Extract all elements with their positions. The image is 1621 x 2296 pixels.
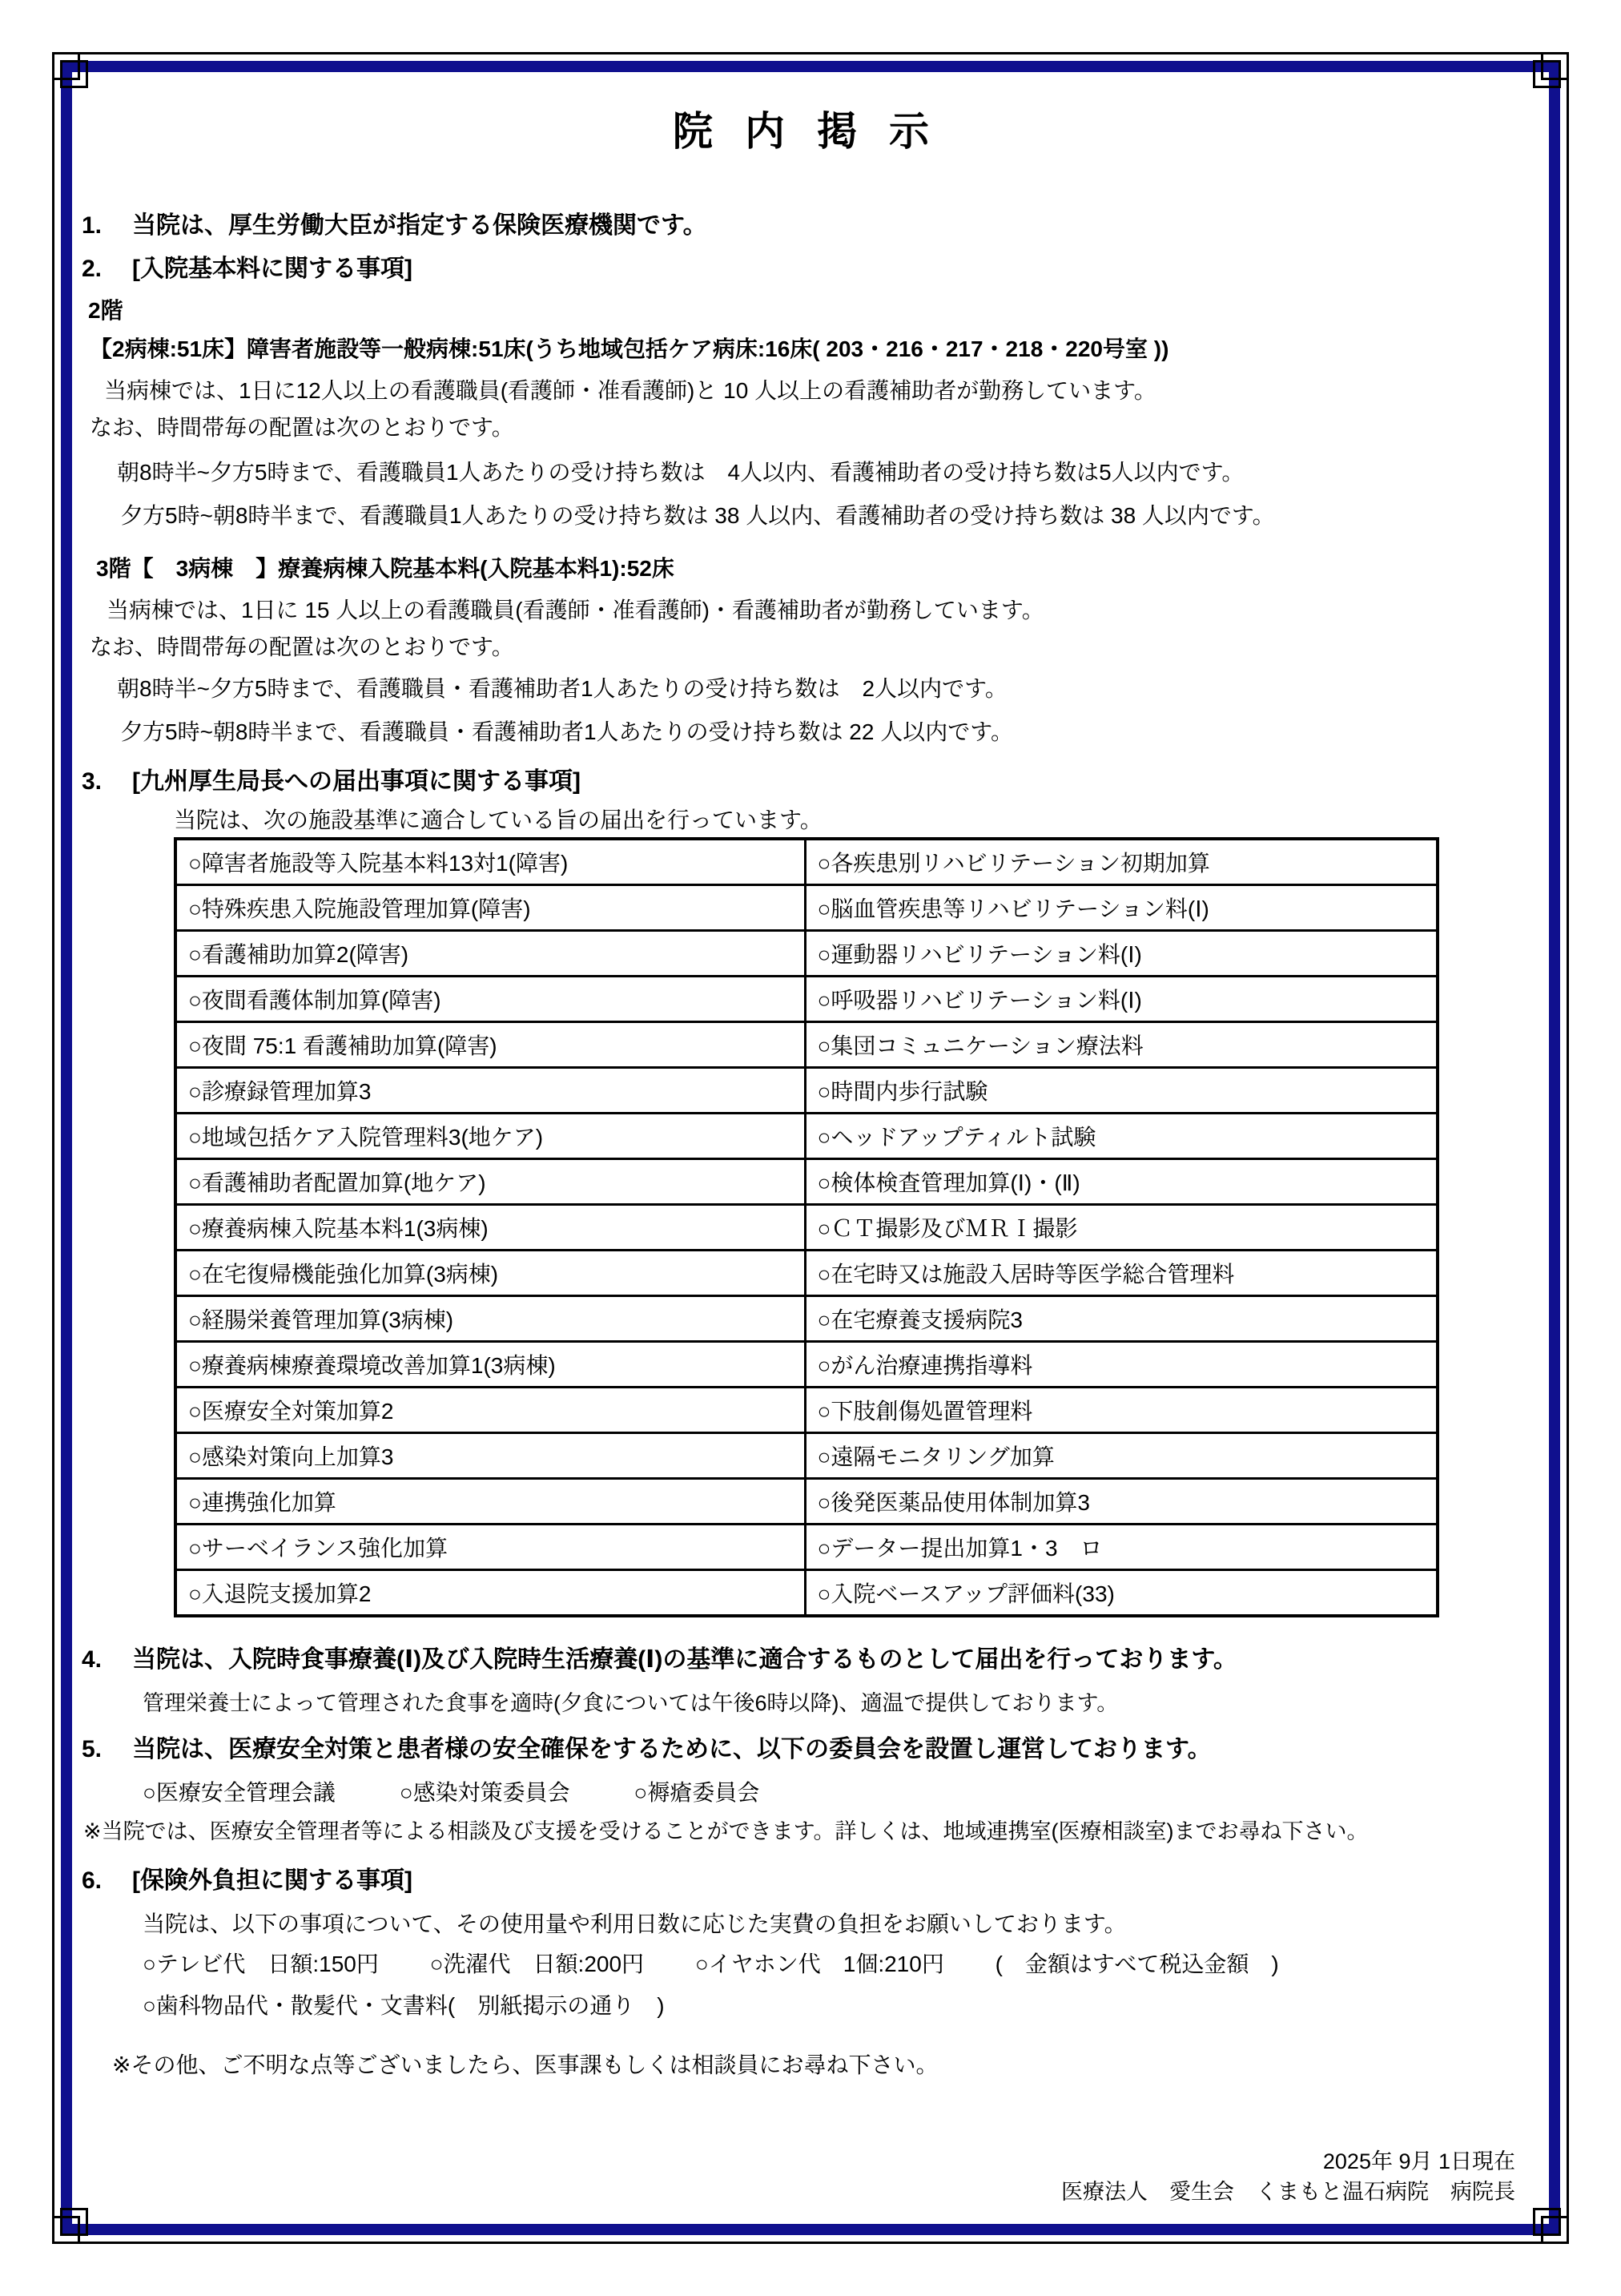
- closing-note: ※その他、ご不明な点等ございましたら、医事課もしくは相談員にお尋ね下さい。: [112, 2052, 939, 2077]
- table-cell: ○障害者施設等入院基本料13対1(障害): [175, 839, 805, 885]
- notification-table: [174, 837, 1439, 1617]
- table-cell: ○在宅復帰機能強化加算(3病棟): [175, 1251, 805, 1296]
- table-cell: ○経腸栄養管理加算(3病棟): [175, 1296, 805, 1342]
- table-row: [175, 1433, 1438, 1479]
- table-row: [175, 977, 1438, 1022]
- table-row: [175, 1159, 1438, 1205]
- section1-number: 1.: [82, 212, 103, 239]
- table-cell: ○感染対策向上加算3: [175, 1433, 805, 1479]
- frame-corner-square: [60, 60, 88, 88]
- table-cell: ○入退院支援加算2: [175, 1570, 805, 1617]
- ward2-heading: 【2病棟:51床】障害者施設等一般病棟:51床(うち地域包括ケア病床:16床( 203・216・217・218・220号室 )): [90, 336, 1169, 361]
- committee-item: ○感染対策委員会: [399, 1780, 570, 1805]
- footer-issuer: 医療法人 愛生会 くまもと温石病院 病院長: [1061, 2180, 1515, 2204]
- table-cell: ○脳血管疾患等リハビリテーション料(Ⅰ): [805, 885, 1438, 931]
- table-cell: ○がん治療連携指導料: [805, 1342, 1438, 1388]
- section5-text: 当院は、医療安全対策と患者様の安全確保をするために、以下の委員会を設置し運営しております。: [132, 1736, 1212, 1762]
- table-row: [175, 1068, 1438, 1114]
- section4-line: [82, 1639, 1237, 1674]
- table-row: [175, 885, 1438, 931]
- frame-corner-square: [60, 2208, 88, 2236]
- ward2-line-4: 夕方5時~朝8時半まで、看護職員1人あたりの受け持ち数は 38 人以内、看護補助者の受け持ち数は 38 人以内です。: [120, 503, 1275, 528]
- section5-number: 5.: [82, 1736, 103, 1762]
- footer-date: 2025年 9月 1日現在: [1322, 2149, 1515, 2173]
- fee-other-line: ○歯科物品代・散髪代・文書料( 別紙掲示の通り ): [143, 1993, 665, 2018]
- fees-line: [143, 1947, 1279, 1979]
- table-row: [175, 1022, 1438, 1068]
- table-row: [175, 931, 1438, 977]
- table-cell: ○遠隔モニタリング加算: [805, 1433, 1438, 1479]
- table-cell: ○看護補助者配置加算(地ケア): [175, 1159, 805, 1205]
- ward3-heading: 3階【 3病棟 】療養病棟入院基本料(入院基本料1):52床: [96, 556, 674, 581]
- table-cell: ○ヘッドアップティルト試験: [805, 1114, 1438, 1159]
- table-cell: ○下肢創傷処置管理料: [805, 1388, 1438, 1433]
- table-row: [175, 1570, 1438, 1617]
- section4-number: 4.: [82, 1646, 103, 1673]
- table-cell: ○看護補助加算2(障害): [175, 931, 805, 977]
- ward3-line-3: 朝8時半~夕方5時まで、看護職員・看護補助者1人あたりの受け持ち数は 2人以内です。: [117, 676, 1008, 701]
- table-cell: ○時間内歩行試験: [805, 1068, 1438, 1114]
- table-row: [175, 839, 1438, 885]
- table-row: [175, 1388, 1438, 1433]
- table-cell: ○医療安全対策加算2: [175, 1388, 805, 1433]
- section4-text: 当院は、入院時食事療養(Ⅰ)及び入院時生活療養(Ⅰ)の基準に適合するものとして届出を行っております。: [132, 1646, 1237, 1673]
- section6-intro: 当院は、以下の事項について、その使用量や利用日数に応じた実費の負担をお願いしております。: [143, 1911, 1127, 1936]
- table-cell: ○ＣＴ撮影及びＭＲＩ撮影: [805, 1205, 1438, 1251]
- section3-heading-line: [82, 761, 581, 796]
- table-cell: ○夜間看護体制加算(障害): [175, 977, 805, 1022]
- table-row: [175, 1251, 1438, 1296]
- table-row: [175, 1525, 1438, 1570]
- fee-item: ○イヤホン代 1個:210円: [694, 1952, 944, 1976]
- ward3-line-1: 当病棟では、1日に 15 人以上の看護職員(看護師・准看護師)・看護補助者が勤務しています。: [107, 598, 1044, 622]
- table-cell: ○呼吸器リハビリテーション料(Ⅰ): [805, 977, 1438, 1022]
- table-cell: ○診療録管理加算3: [175, 1068, 805, 1114]
- table-cell: ○在宅時又は施設入居時等医学総合管理料: [805, 1251, 1438, 1296]
- table-cell: ○地域包括ケア入院管理料3(地ケア): [175, 1114, 805, 1159]
- ward2-line-2: なお、時間帯毎の配置は次のとおりです。: [90, 415, 514, 440]
- table-row: [175, 1296, 1438, 1342]
- fee-item: ○洗濯代 日額:200円: [429, 1952, 645, 1976]
- table-cell: ○運動器リハビリテーション料(Ⅰ): [805, 931, 1438, 977]
- table-cell: ○特殊疾患入院施設管理加算(障害): [175, 885, 805, 931]
- frame-corner-square: [1533, 2208, 1561, 2236]
- table-cell: ○療養病棟入院基本料1(3病棟): [175, 1205, 805, 1251]
- table-cell: ○在宅療養支援病院3: [805, 1296, 1438, 1342]
- table-cell: ○療養病棟療養環境改善加算1(3病棟): [175, 1342, 805, 1388]
- table-cell: ○検体検査管理加算(Ⅰ)・(Ⅱ): [805, 1159, 1438, 1205]
- table-row: [175, 1205, 1438, 1251]
- fee-item: ○テレビ代 日額:150円: [143, 1952, 379, 1976]
- section3-number: 3.: [82, 768, 103, 795]
- committees-line: [143, 1775, 817, 1807]
- table-row: [175, 1114, 1438, 1159]
- committee-item: ○医療安全管理会議: [143, 1780, 336, 1805]
- ward3-line-2: なお、時間帯毎の配置は次のとおりです。: [90, 634, 514, 659]
- fee-tax-note: ( 金額はすべて税込金額 ): [995, 1952, 1279, 1976]
- frame-corner-square: [1533, 60, 1561, 88]
- section1-line: [82, 205, 707, 240]
- table-cell: ○夜間 75:1 看護補助加算(障害): [175, 1022, 805, 1068]
- table-cell: ○連携強化加算: [175, 1479, 805, 1525]
- table-row: [175, 1479, 1438, 1525]
- committee-item: ○褥瘡委員会: [634, 1780, 760, 1805]
- section1-text: 当院は、厚生労働大臣が指定する保険医療機関です。: [132, 212, 707, 239]
- section6-heading-line: [82, 1860, 412, 1895]
- section2-heading-line: [82, 248, 412, 284]
- section5-line: [82, 1729, 1212, 1764]
- floor2-label: 2階: [88, 298, 123, 323]
- table-row: [175, 1342, 1438, 1388]
- section2-heading: [入院基本料に関する事項]: [132, 256, 413, 282]
- safety-consult-note: ※当院では、医療安全管理者等による相談及び支援を受けることができます。詳しくは、地域連携室(医療相談室)までお尋ね下さい。: [83, 1819, 1369, 1843]
- section3-heading: [九州厚生局長への届出事項に関する事項]: [132, 768, 581, 795]
- ward3-line-4: 夕方5時~朝8時半まで、看護職員・看護補助者1人あたりの受け持ち数は 22 人以内です。: [120, 719, 1013, 744]
- section6-number: 6.: [82, 1867, 103, 1894]
- table-cell: ○サーベイランス強化加算: [175, 1525, 805, 1570]
- table-cell: ○集団コミュニケーション療法料: [805, 1022, 1438, 1068]
- ward2-line-1: 当病棟では、1日に12人以上の看護職員(看護師・准看護師)と 10 人以上の看護補助者が勤務しています。: [104, 378, 1156, 403]
- section2-number: 2.: [82, 256, 103, 282]
- table-cell: ○各疾患別リハビリテーション初期加算: [805, 839, 1438, 885]
- page-title: 院内掲示: [673, 109, 961, 154]
- section3-intro: 当院は、次の施設基準に適合している旨の届出を行っています。: [174, 808, 823, 832]
- section4-subline: 管理栄養士によって管理された食事を適時(夕食については午後6時以降)、適温で提供しております。: [143, 1691, 1119, 1715]
- section6-heading: [保険外負担に関する事項]: [132, 1867, 413, 1894]
- table-cell: ○データー提出加算1・3 ロ: [805, 1525, 1438, 1570]
- table-cell: ○入院ベースアップ評価料(33): [805, 1570, 1438, 1617]
- notification-table-body: [175, 839, 1438, 1616]
- ward2-line-3: 朝8時半~夕方5時まで、看護職員1人あたりの受け持ち数は 4人以内、看護補助者の受け持ち数は5人以内です。: [117, 460, 1245, 485]
- table-cell: ○後発医薬品使用体制加算3: [805, 1479, 1438, 1525]
